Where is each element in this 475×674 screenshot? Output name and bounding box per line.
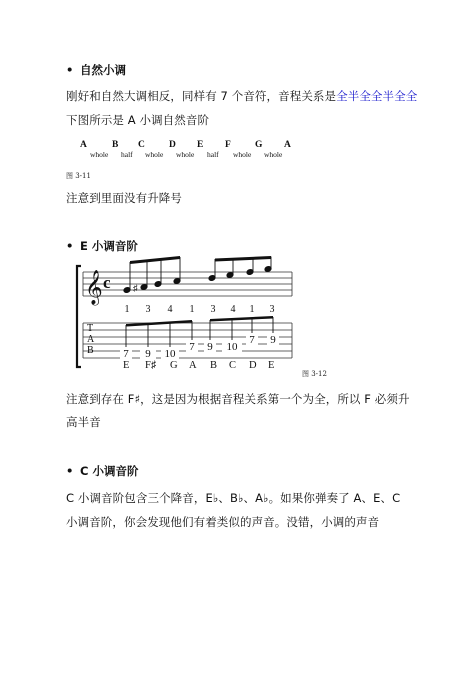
system-bracket [77, 266, 81, 367]
note-name: D [249, 360, 257, 371]
interval-label: whole [233, 150, 252, 159]
note-name: B [210, 360, 218, 371]
treble-clef-icon: 𝄞 [85, 271, 103, 304]
tab-letter: T [87, 323, 94, 334]
fingering-number: 3 [210, 304, 216, 315]
note-name-row [0, 360, 475, 374]
scale-note: B [112, 140, 119, 150]
interval-label: whole [90, 150, 109, 159]
note-name: E [268, 360, 275, 371]
scale-note: F [225, 140, 231, 150]
description-text: 刚好和自然大调相反，同样有 7 个音符，音程关系是 [66, 89, 337, 103]
heading-text: C 小调音阶 [80, 464, 139, 478]
bullet: • [66, 63, 74, 77]
figure-caption: 图 3-11 [66, 172, 91, 180]
interval-label: half [121, 150, 133, 159]
c-minor-description-cont: 小调音阶，你会发现他们有着类似的声音。没错，小调的声音 [66, 515, 380, 529]
note-name: E [123, 360, 130, 371]
fingering-number: 1 [249, 304, 255, 315]
bullet: • [66, 239, 74, 253]
fingering-number: 3 [145, 304, 151, 315]
note-beam [130, 256, 180, 264]
heading-text: 自然小调 [80, 63, 126, 77]
note-name: G [170, 360, 178, 371]
fret-number: 9 [270, 334, 276, 346]
scale-note: C [138, 140, 145, 150]
note-beam [215, 256, 271, 262]
fret-number: 10 [226, 341, 238, 353]
f-sharp-explanation-cont: 高半音 [66, 415, 101, 429]
scale-note: G [255, 140, 263, 150]
interval-label: whole [264, 150, 283, 159]
music-staff [83, 272, 292, 296]
tab-letter: B [87, 345, 94, 356]
fret-number: 10 [164, 348, 176, 360]
fingering-number: 3 [269, 304, 275, 315]
fret-number: 9 [145, 348, 151, 360]
e-minor-notation-tab [70, 256, 300, 374]
heading-text: E 小调音阶 [80, 239, 138, 253]
interval-label: whole [145, 150, 164, 159]
scale-note: D [169, 140, 176, 150]
fingering-number: 4 [230, 304, 236, 315]
scale-notes [123, 256, 272, 293]
fret-number: 7 [249, 334, 255, 346]
fingering-number: 1 [124, 304, 130, 315]
section-heading-natural-minor [66, 62, 126, 78]
note-name: C [229, 360, 237, 371]
fret-number: 7 [123, 348, 129, 360]
c-minor-description: C 小调音阶包含三个降音，E♭、B♭、A♭。如果你弹奏了 A、E、C [66, 491, 401, 505]
fingering-number: 4 [167, 304, 173, 315]
a-minor-scale-diagram [76, 138, 306, 164]
sharp-icon: ♯ [133, 283, 138, 293]
natural-minor-description [66, 88, 417, 104]
bullet: • [66, 464, 74, 478]
note-name: A [189, 360, 197, 371]
interval-label: whole [176, 150, 195, 159]
note-name: F♯ [145, 360, 157, 371]
tab-letter: A [87, 334, 95, 345]
interval-label: half [207, 150, 219, 159]
section-heading-e-minor [66, 238, 138, 254]
interval-pattern-highlight: 全半全全半全全 [336, 89, 418, 103]
scale-note: A [80, 140, 87, 150]
scale-intro-text: 下图所示是 A 小调自然音阶 [66, 113, 210, 127]
no-accidentals-note: 注意到里面没有升降号 [66, 191, 182, 205]
time-signature: c [103, 273, 111, 292]
fret-number: 9 [207, 341, 213, 353]
f-sharp-explanation: 注意到存在 F♯，这是因为根据音程关系第一个为全，所以 F 必须升 [66, 392, 410, 406]
fret-number: 7 [189, 341, 195, 353]
fingering-row [125, 304, 275, 315]
scale-note: A [284, 140, 291, 150]
section-heading-c-minor [66, 463, 138, 479]
scale-note: E [197, 140, 204, 150]
figure-caption: 图 3-12 [302, 370, 327, 378]
tab-beam [210, 316, 273, 322]
fingering-number: 1 [189, 304, 195, 315]
